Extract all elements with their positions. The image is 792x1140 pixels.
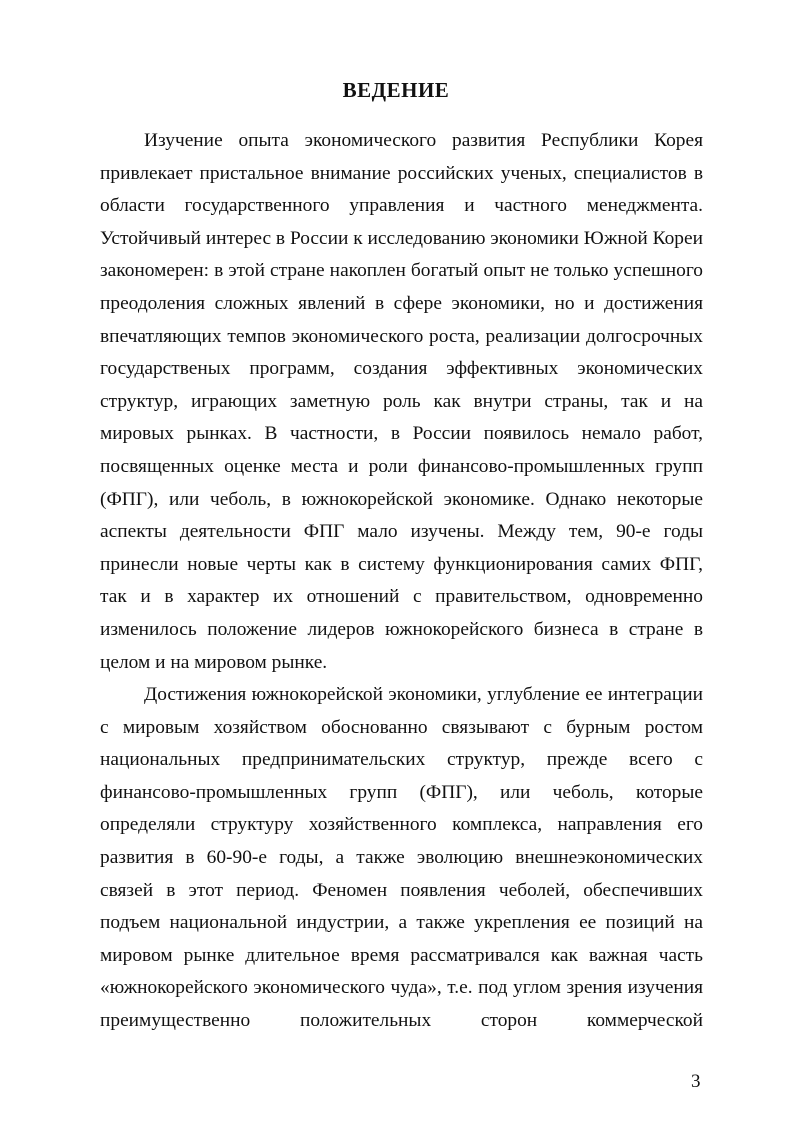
body-text <box>100 125 703 1038</box>
paragraph-2: Достижения южнокорейской экономики, углубление ее интеграции с мировым хозяйством обоснованно связывают с бурным ростом национальных предпринимательских структур, прежде всего с финансово-промышленных групп (ФПГ), или чеболь, которые определяли структуру хозяйственного комплекса, направления его развития в 60-90-е годы, а также эволюцию внешнеэкономических связей в этот период. Феномен появления чеболей, обеспечивших подъем национальной индустрии, а также укрепления ее позиций на мировом рынке длительное время рассматривался как важная часть «южнокорейского экономического чуда», т.е. под углом зрения изучения преимущественно положительных сторон коммерческой <box>100 684 703 1032</box>
paragraph-1: Изучение опыта экономического развития Республики Корея привлекает пристальное внимание российских ученых, специалистов в области государственного управления и частного менеджмента. Устойчивый интерес в России к исследованию экономики Южной Кореи закономерен: в этой стране накоплен богатый опыт не только успешного преодоления сложных явлений в сфере экономики, но и достижения впечатляющих темпов экономического роста, реализации долгосрочных государственых программ, создания эффективных экономических структур, играющих заметную роль как внутри страны, так и на мировых рынках. В частности, в России появилось немало работ, посвященных оценке места и роли финансово-промышленных групп (ФПГ), или чеболь, в южнокорейской экономике. Однако некоторые аспекты деятельности ФПГ мало изучены. Между тем, 90-е годы принесли новые черты как в систему функционирования самих ФПГ, так и в характер их отношений с правительством, одновременно изменилось положение лидеров южнокорейского бизнеса в стране в целом и на мировом рынке. <box>100 130 703 673</box>
page-title: ВЕДЕНИЕ <box>342 78 450 102</box>
page-number: 3 <box>691 1071 701 1092</box>
